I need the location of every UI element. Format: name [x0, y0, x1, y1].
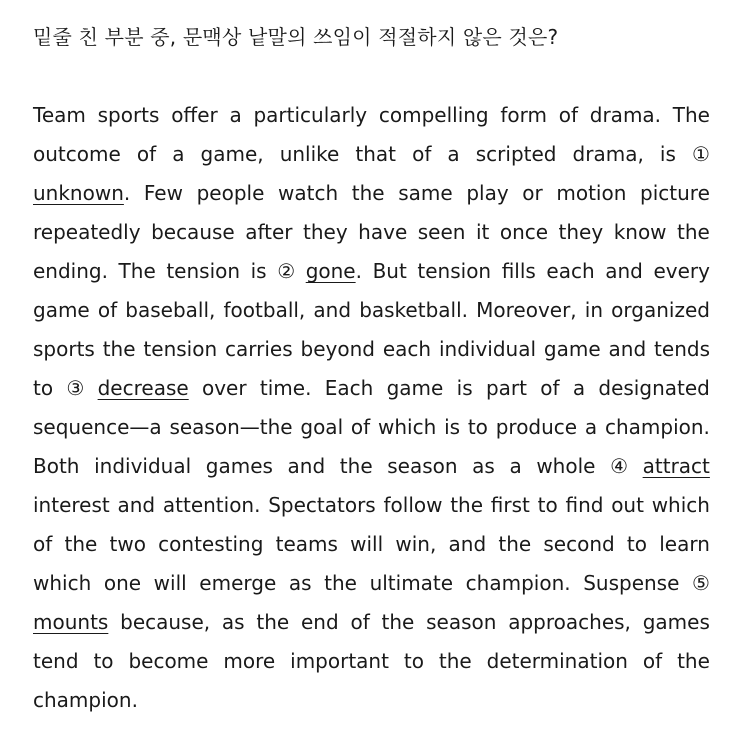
- passage-word: tension: [417, 259, 492, 283]
- passage-word: drama,: [572, 142, 644, 166]
- passage-word: compelling: [378, 103, 489, 127]
- passage-word: and: [117, 493, 156, 517]
- passage-word: of: [642, 649, 663, 673]
- passage-line: [33, 603, 710, 642]
- passage-word: and: [287, 454, 326, 478]
- passage-line: [33, 408, 710, 447]
- passage-word: interest: [33, 493, 110, 517]
- passage-word: tension: [143, 337, 218, 361]
- passage-word: more: [223, 649, 276, 673]
- passage-word: win,: [395, 532, 437, 556]
- passage-word: of: [33, 532, 53, 556]
- passage-word: because,: [120, 610, 211, 634]
- passage-word: Few: [143, 181, 183, 205]
- underlined-text: attract: [642, 454, 710, 478]
- passage-word: in: [584, 298, 604, 322]
- passage-word: game: [386, 376, 444, 400]
- passage-word: part: [485, 376, 527, 400]
- passage-word: Both: [33, 454, 80, 478]
- passage-word: learn: [659, 532, 710, 556]
- passage-word: sequence—a: [33, 415, 162, 439]
- passage-line: [33, 447, 710, 486]
- passage-word: ⑤: [692, 571, 710, 595]
- passage-word: become: [128, 649, 209, 673]
- passage-word: first: [490, 493, 530, 517]
- passage-word: to: [33, 376, 54, 400]
- passage-word: end: [301, 610, 339, 634]
- passage-line: [33, 564, 710, 603]
- passage-word: the: [339, 454, 373, 478]
- passage-word: picture: [640, 181, 710, 205]
- passage-word: fills: [501, 259, 536, 283]
- passage-word: of: [350, 610, 370, 634]
- passage-word: because: [151, 220, 235, 244]
- passage-word: ending.: [33, 259, 108, 283]
- passage-word: a: [172, 142, 185, 166]
- passage-word: follow: [383, 493, 443, 517]
- passage-word: out: [611, 493, 644, 517]
- passage-word: once: [499, 220, 549, 244]
- question-prompt: 밑줄 친 부분 중, 문맥상 낱말의 쓰임이 적절하지 않은 것은?: [33, 25, 559, 49]
- passage-word: Moreover,: [476, 298, 577, 322]
- passage-word: is: [456, 376, 473, 400]
- passage-word: they: [558, 220, 604, 244]
- passage-line: [33, 330, 710, 369]
- passage-word: champion.: [465, 571, 571, 595]
- underlined-text: decrease: [97, 376, 189, 400]
- passage-word: is: [250, 259, 267, 283]
- passage-word: tends: [654, 337, 710, 361]
- passage-word: individual: [94, 454, 192, 478]
- passage-word: same: [398, 181, 453, 205]
- passage-word: games: [642, 610, 710, 634]
- passage-word: it: [475, 220, 490, 244]
- passage-word: Suspense: [583, 571, 680, 595]
- passage-word: two: [109, 532, 146, 556]
- passage-word: repeatedly: [33, 220, 141, 244]
- passage-word: sports: [33, 337, 95, 361]
- passage-word: second: [543, 532, 615, 556]
- underlined-text: gone: [305, 259, 356, 283]
- passage-word: season: [387, 454, 458, 478]
- passage-line: [33, 291, 710, 330]
- passage-word: scripted: [475, 142, 557, 166]
- underlined-word: [643, 447, 710, 486]
- passage-word: the: [677, 220, 710, 244]
- passage-word: as: [221, 610, 245, 634]
- passage-word: of: [350, 415, 371, 439]
- passage-word: sports: [97, 103, 160, 127]
- passage-word: ultimate: [369, 571, 454, 595]
- passage-word: they: [303, 220, 348, 244]
- underlined-text: unknown: [33, 181, 124, 205]
- passage-word: individual: [438, 337, 537, 361]
- passage-word: the: [438, 649, 472, 673]
- passage-word: each: [546, 259, 595, 283]
- passage-line: [33, 369, 710, 408]
- passage-word: a: [572, 376, 586, 400]
- passage-word: teams: [275, 532, 338, 556]
- passage-word: is: [659, 142, 676, 166]
- passage-word: the: [381, 610, 415, 634]
- passage-word: will: [350, 532, 384, 556]
- passage-word: tension: [166, 259, 241, 283]
- passage-word: that: [355, 142, 397, 166]
- passage-word: The: [118, 259, 156, 283]
- passage-word: as: [472, 454, 495, 478]
- passage-word: to: [403, 649, 424, 673]
- passage-word: tend: [33, 649, 79, 673]
- passage-word: to: [467, 415, 488, 439]
- passage-word: or: [522, 181, 543, 205]
- passage-word: have: [358, 220, 408, 244]
- passage-word: every: [653, 259, 710, 283]
- passage-word: carries: [225, 337, 293, 361]
- passage-word: ③: [66, 376, 85, 400]
- passage-word: basketball.: [359, 298, 468, 322]
- passage-word: seen: [417, 220, 466, 244]
- passage-word: and: [608, 337, 647, 361]
- passage-word: a: [229, 103, 242, 127]
- passage-word: which: [651, 493, 710, 517]
- passage-word: organized: [611, 298, 710, 322]
- passage-word: find: [565, 493, 604, 517]
- passage-word: over: [201, 376, 247, 400]
- passage-word: to: [93, 649, 114, 673]
- passage-line: [33, 96, 710, 135]
- underlined-word: unknown.: [33, 181, 131, 205]
- passage-word: ①: [691, 142, 710, 166]
- passage-word: a: [509, 454, 522, 478]
- passage-word: and: [448, 532, 487, 556]
- passage-word: of: [136, 142, 157, 166]
- passage-word: the: [351, 181, 385, 205]
- passage-word: the: [102, 337, 136, 361]
- passage-word: champion.: [33, 688, 138, 712]
- passage-word: approaches,: [508, 610, 631, 634]
- passage-word: goal: [300, 415, 344, 439]
- passage-word: season: [426, 610, 497, 634]
- passage-word: watch: [278, 181, 339, 205]
- passage-word: game: [543, 337, 601, 361]
- passage-word: designated: [598, 376, 710, 400]
- underlined-word: [98, 369, 189, 408]
- passage-word: the: [324, 571, 357, 595]
- passage-word: a: [584, 415, 598, 439]
- passage-word: to: [537, 493, 558, 517]
- passage-word: attention.: [162, 493, 261, 517]
- passage-word: as: [288, 571, 312, 595]
- passage-word: drama.: [589, 103, 662, 127]
- passage-word: season—the: [169, 415, 293, 439]
- passage-word: of: [540, 376, 560, 400]
- passage-word: important: [290, 649, 389, 673]
- passage-word: game,: [200, 142, 264, 166]
- passage-line: [33, 252, 710, 291]
- passage-word: whole: [536, 454, 596, 478]
- passage-word: But: [372, 259, 407, 283]
- passage-word: form: [500, 103, 548, 127]
- passage-word: which: [378, 415, 437, 439]
- passage-word: motion: [556, 181, 627, 205]
- passage-word: the: [64, 532, 98, 556]
- passage-word: games: [205, 454, 273, 478]
- passage-word: offer: [171, 103, 218, 127]
- passage-word: determination: [486, 649, 628, 673]
- passage-word: of: [412, 142, 432, 166]
- passage-word: of: [558, 103, 579, 127]
- passage-word: The: [672, 103, 710, 127]
- passage-word: baseball,: [125, 298, 216, 322]
- passage-word: play: [466, 181, 509, 205]
- passage-line: [33, 174, 710, 213]
- passage-word: ②: [277, 259, 296, 283]
- passage-word: the: [450, 493, 484, 517]
- passage-line: [33, 486, 710, 525]
- passage-word: contesting: [158, 532, 264, 556]
- passage-word: football,: [223, 298, 306, 322]
- passage-word: will: [153, 571, 187, 595]
- underlined-text: mounts: [33, 610, 109, 634]
- passage: [33, 96, 710, 720]
- passage-line: [33, 213, 710, 252]
- passage-word: and: [313, 298, 352, 322]
- passage-word: one: [103, 571, 142, 595]
- passage-word: unlike: [279, 142, 340, 166]
- passage-word: each: [382, 337, 432, 361]
- passage-word: Team: [33, 103, 86, 127]
- passage-word: to: [626, 532, 647, 556]
- passage-word: particularly: [253, 103, 368, 127]
- underlined-word: gone.: [305, 259, 362, 283]
- passage-word: Spectators: [268, 493, 376, 517]
- passage-word: is: [444, 415, 461, 439]
- passage-word: know: [613, 220, 667, 244]
- passage-word: which: [33, 571, 92, 595]
- passage-word: time.: [259, 376, 312, 400]
- passage-word: people: [196, 181, 265, 205]
- passage-line: [33, 135, 710, 174]
- passage-word: the: [498, 532, 532, 556]
- passage-word: champion.: [604, 415, 710, 439]
- passage-word: outcome: [33, 142, 121, 166]
- passage-line: [33, 642, 710, 681]
- passage-word: of: [97, 298, 118, 322]
- passage-word: emerge: [199, 571, 277, 595]
- passage-word: after: [245, 220, 293, 244]
- passage-word: game: [33, 298, 90, 322]
- passage-word: ④: [610, 454, 629, 478]
- passage-line: [33, 525, 710, 564]
- passage-word: the: [256, 610, 290, 634]
- passage-word: and: [605, 259, 643, 283]
- passage-word: a: [447, 142, 460, 166]
- passage-line: [33, 681, 710, 720]
- passage-word: beyond: [300, 337, 375, 361]
- passage-word: the: [677, 649, 710, 673]
- underlined-word: [33, 603, 108, 642]
- passage-word: Each: [324, 376, 374, 400]
- passage-word: produce: [495, 415, 578, 439]
